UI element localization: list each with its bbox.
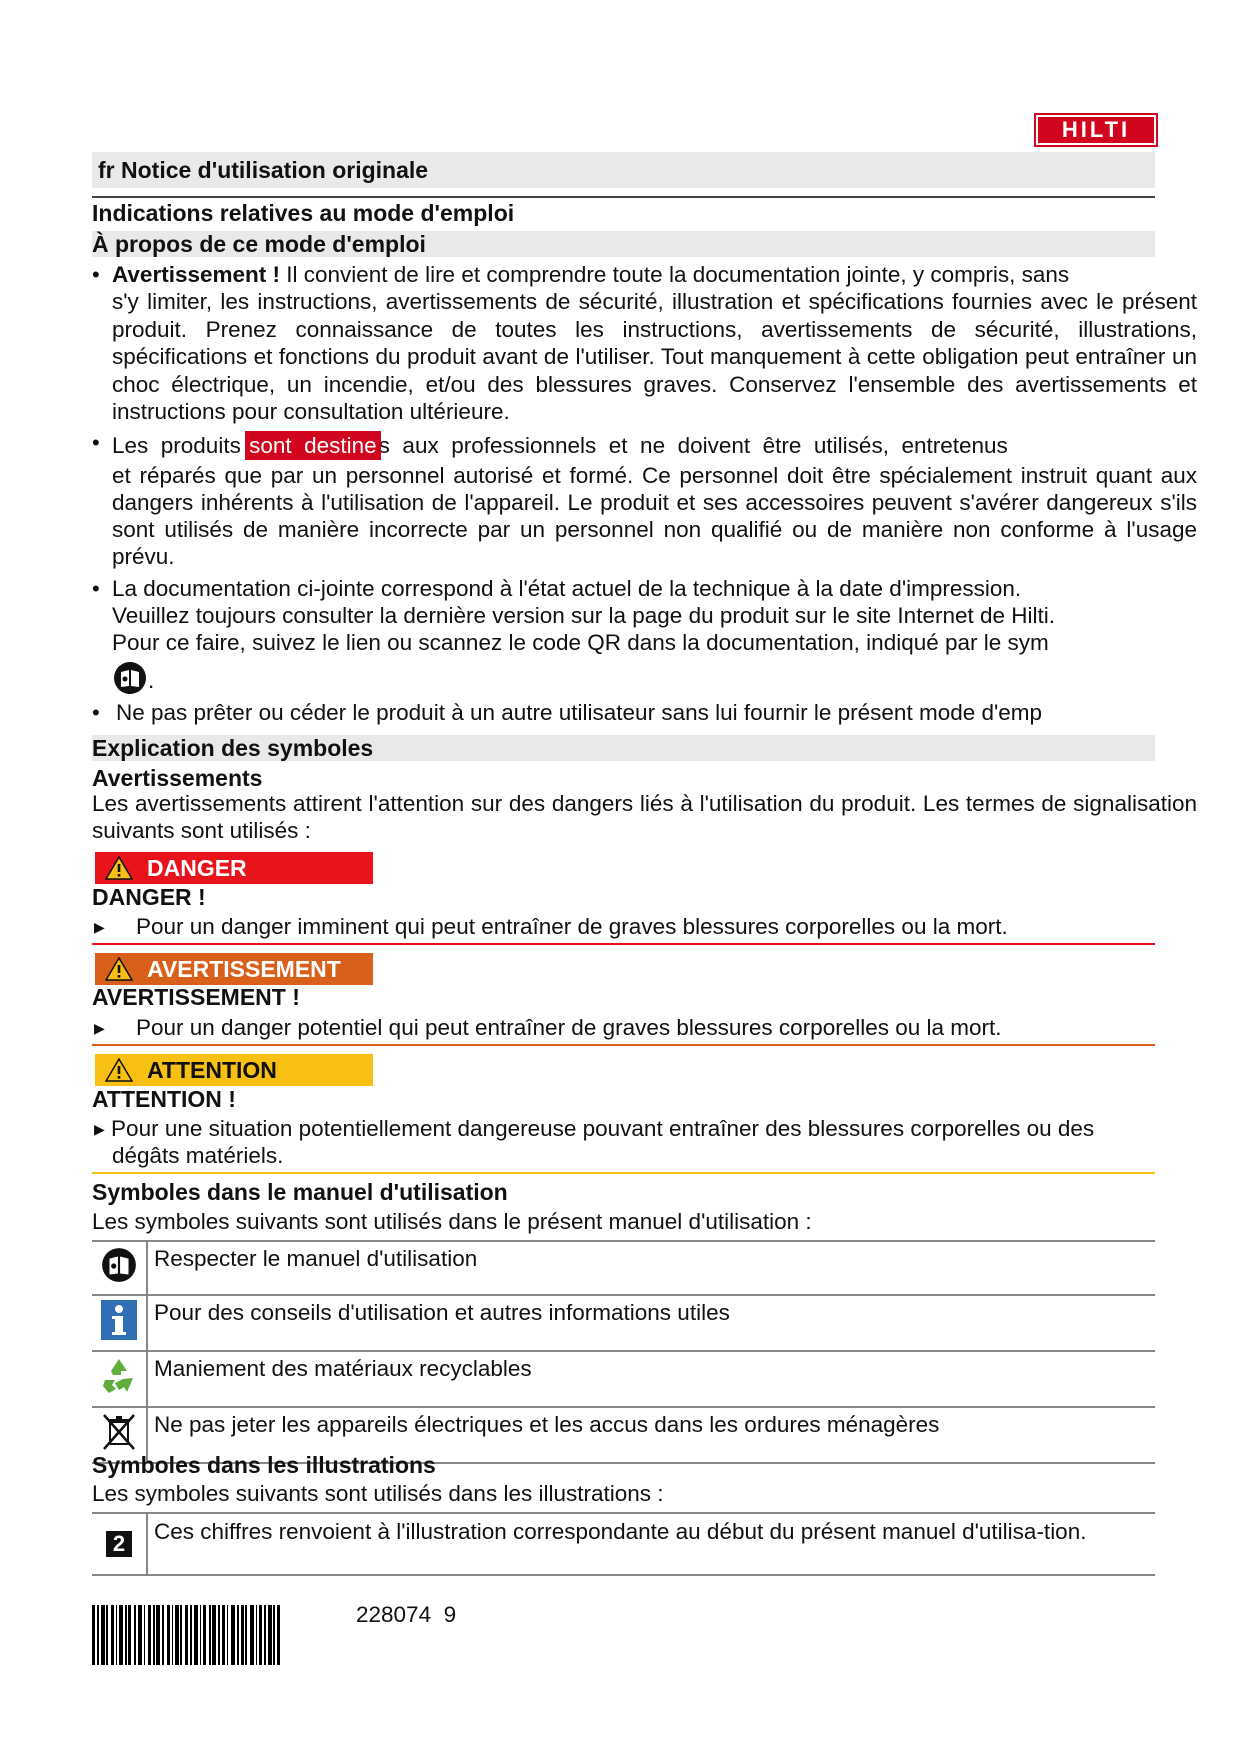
bullet3-line3: Pour ce faire, suivez le lien ou scannez le code QR dans la documentation, indiqué par le sym: [112, 630, 1049, 655]
danger-line: [94, 914, 1154, 940]
divider: [92, 196, 1155, 198]
symbols-table: [92, 1240, 1155, 1464]
symbols-manual-intro: Les symboles suivants sont utilisés dans le présent manuel d'utilisation :: [92, 1209, 812, 1234]
bullet3-line2: Veuillez toujours consulter la dernière version sur la page du produit sur le site Internet de Hilti.: [112, 603, 1056, 628]
attention-separator: [92, 1172, 1155, 1174]
avertissement-label: AVERTISSEMENT !: [92, 984, 300, 1010]
table-cell-text: Maniement des matériaux recyclables: [147, 1351, 1155, 1407]
recycle-icon: [99, 1376, 139, 1401]
attention-badge: [95, 1054, 373, 1086]
avertissement-text: Pour un danger potentiel qui peut entraîner de graves blessures corporelles ou la mort.: [136, 1015, 1002, 1040]
bullet1-rest: s'y limiter, les instructions, avertissements de sécurité, illustration et spécifications fournies avec le présent produit. Prenez connaissance de toutes les instructions, avertissements de sécurité, illustrations, spécifications et fonctions du produit avant de l'utiliser. Tout manquement à cette obligation peut entraîner un choc électrique, un incendie, et/ou des blessures graves. Conservez l'ensemble des avertissements et instructions pour consultation ultérieure.: [112, 289, 1197, 424]
bullet1-line1: Il convient de lire et comprendre toute la documentation jointe, y compris, sans: [279, 262, 1070, 287]
table-cell-text: Pour des conseils d'utilisation et autres informations utiles: [147, 1295, 1155, 1351]
bullet-dot: •: [92, 700, 100, 725]
bullet1-lead: Avertissement !: [112, 262, 280, 287]
bullet2-post: s aux professionnels et ne doivent être utilisés, entretenus: [378, 433, 1008, 458]
table-cell-icon: [92, 1241, 147, 1295]
bullet-dot: •: [92, 576, 100, 601]
table-cell-icon: [92, 1513, 147, 1575]
bullet2-rest: et réparés que par un personnel autorisé et formé. Ce personnel doit être spécialement instruit quant aux dangers inhérents à l'utilisation de l'appareil. Le produit et ses accessoires peuvent s'avérer dangereux s'ils sont utilisés de manière incorrecte par un personnel non qualifié ou de manière non conforme à l'usage prévu.: [112, 463, 1197, 569]
bullet4-text: Ne pas prêter ou céder le produit à un autre utilisateur sans lui fournir le présent mode d'emp: [116, 700, 1043, 725]
attention-text2: dégâts matériels.: [112, 1143, 284, 1168]
table-cell-text: Respecter le manuel d'utilisation: [147, 1241, 1155, 1295]
danger-separator: [92, 943, 1155, 945]
barcode: [92, 1605, 332, 1665]
section-heading-symbols-manual: Symboles dans le manuel d'utilisation: [92, 1179, 508, 1205]
attention-badge-label: ATTENTION: [147, 1057, 277, 1083]
table-row: [92, 1351, 1155, 1407]
avertissement-separator: [92, 1044, 1155, 1046]
page-title: fr Notice d'utilisation originale: [92, 152, 1155, 188]
attention-line: [94, 1116, 1154, 1142]
section-heading-indications: Indications relatives au mode d'emploi: [92, 200, 515, 226]
table-cell-text: Ces chiffres renvoient à l'illustration correspondante au début du présent manuel d'utilisa-tion.: [147, 1513, 1155, 1575]
attention-label: ATTENTION !: [92, 1086, 236, 1112]
illustration-number-icon: 2: [106, 1531, 132, 1557]
bullet3-tail: .: [148, 668, 155, 693]
warnings-heading: Avertissements: [92, 765, 263, 791]
section-heading-symbols-illustrations: Symboles dans les illustrations: [92, 1452, 436, 1478]
danger-badge-label: DANGER: [147, 855, 247, 881]
avertissement-badge: [95, 953, 373, 985]
table-cell-icon: [92, 1351, 147, 1407]
product-code: 228074 9: [356, 1602, 457, 1627]
avertissement-line: [94, 1015, 1154, 1041]
subheading-apropos: À propos de ce mode d'emploi: [92, 231, 426, 257]
section-heading-symboles: Explication des symboles: [92, 735, 374, 761]
danger-text: Pour un danger imminent qui peut entraîner de graves blessures corporelles ou la mort.: [136, 914, 1008, 939]
danger-badge: [95, 852, 373, 884]
bullet1-text: [112, 261, 1197, 288]
arrow-icon: ▶: [94, 1020, 105, 1036]
avertissement-badge-label: AVERTISSEMENT: [147, 956, 341, 982]
symbols-illustrations-intro: Les symboles suivants sont utilisés dans les illustrations :: [92, 1481, 664, 1506]
bullet2-first-line: [112, 433, 1008, 459]
bullet3-line1: La documentation ci-jointe correspond à l'état actuel de la technique à la date d'impression.: [112, 576, 1022, 601]
hilti-logo: HILTI: [1034, 113, 1158, 147]
info-icon: [101, 1320, 137, 1345]
arrow-icon: ▶: [94, 1121, 105, 1137]
table-row: [92, 1295, 1155, 1351]
bullet-dot: •: [92, 262, 100, 287]
manual-icon: [112, 660, 148, 701]
table-cell-text: Ne pas jeter les appareils électriques et les accus dans les ordures ménagères: [147, 1407, 1155, 1463]
manual-icon: [100, 1264, 138, 1289]
highlighted-phrase: sont destine: [249, 433, 377, 458]
illustration-symbols-table: [92, 1512, 1155, 1576]
bullet-dot: •: [92, 430, 100, 455]
table-cell-icon: [92, 1295, 147, 1351]
table-row: [92, 1513, 1155, 1575]
bullet2-pre: Les produits: [112, 433, 248, 458]
arrow-icon: ▶: [94, 919, 105, 935]
warnings-text: Les avertissements attirent l'attention sur des dangers liés à l'utilisation du produit. Les termes de signalisation suivants sont utilisés :: [92, 791, 1197, 843]
danger-label: DANGER !: [92, 884, 206, 910]
attention-text: Pour une situation potentiellement dangereuse pouvant entraîner des blessures corporelles ou des: [111, 1116, 1095, 1141]
table-row: [92, 1241, 1155, 1295]
